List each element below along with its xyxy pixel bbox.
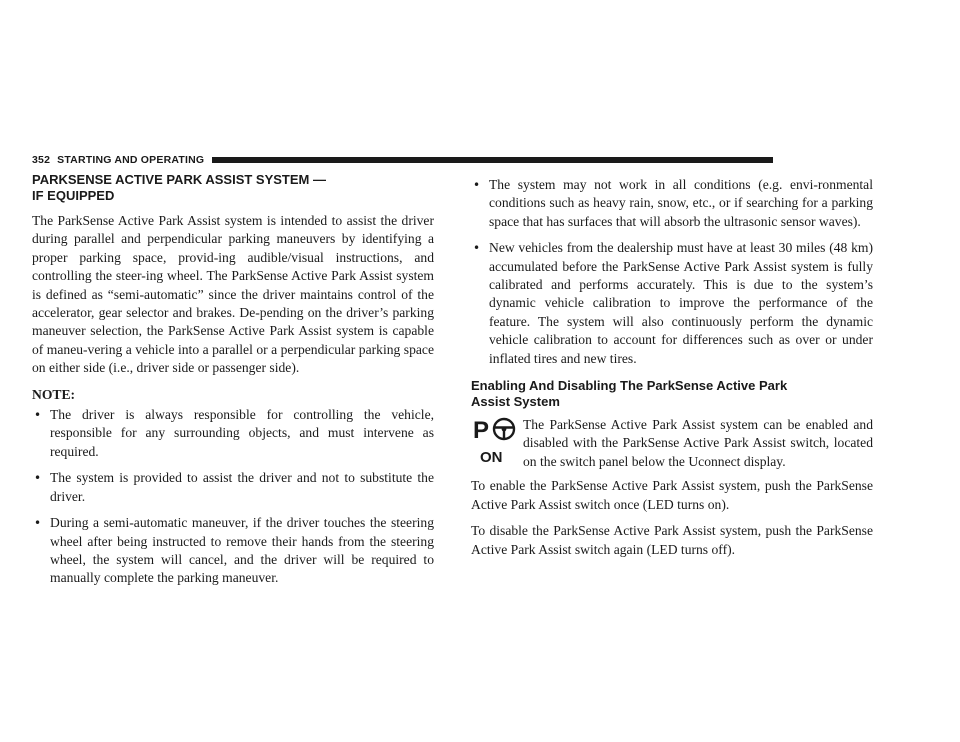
right-column [471, 176, 873, 567]
section-title: STARTING AND OPERATING [57, 154, 205, 166]
caution-bullet-list [471, 176, 873, 368]
enable-instructions: To enable the ParkSense Active Park Assist system, push the ParkSense Active Park Assist switch once (LED turns on). [471, 478, 873, 512]
intro-paragraph: The ParkSense Active Park Assist system is intended to assist the driver during parallel and perpendicular parking maneuvers by identifying a proper parking space, provid-ing audible/visual instructions, and controlling the steer-ing wheel. The ParkSense Active Park Assist system is defined as “semi-automatic” since the driver maintains control of the accelerator, gear selector and brakes. De-pending on the driver’s parking maneuver selection, the ParkSense Active Park Assist system is capable of maneu-vering a vehicle into a parallel or a perpendicular parking space on either side (i.e., driver side or passenger side). [32, 213, 434, 376]
left-column [32, 172, 434, 596]
note-bullet: • The system is provided to assist the driver and not to substitute the driver. [32, 469, 434, 506]
page-number: 352 [32, 154, 51, 166]
subsection-heading-line1: Enabling And Disabling The ParkSense Active Park [471, 378, 788, 394]
switch-description-text: The ParkSense Active Park Assist system can be enabled and disabled with the ParkSense Active Park Assist switch, located on the switch panel below the Uconnect display. [523, 417, 873, 469]
header-rule [212, 157, 773, 163]
park-assist-icon [471, 416, 521, 466]
section-heading-line2: IF EQUIPPED [32, 188, 115, 203]
switch-description-text-wrap [523, 416, 873, 471]
disable-instructions: To disable the ParkSense Active Park Assist system, push the ParkSense Active Park Assist switch again (LED turns off). [471, 523, 873, 557]
park-assist-letter: P [473, 417, 490, 445]
park-assist-on-label: ON [480, 449, 503, 467]
note-bullet-list [32, 406, 434, 588]
page-header [32, 153, 773, 167]
note-bullet: • During a semi-automatic maneuver, if the driver touches the steering wheel after being instructed to remove their hands from the steering wheel, the system will cancel, and the driver will be required to manually complete the parking maneuver. [32, 514, 434, 588]
caution-bullet: • The system may not work in all conditions (e.g. envi-ronmental conditions such as heavy rain, snow, etc., or if searching for a parking space that has surfaces that will absorb the ultrasonic sensor waves). [471, 176, 873, 231]
note-bullet: • The driver is always responsible for controlling the vehicle, responsible for any surrounding objects, and must intervene as required. [32, 406, 434, 461]
note-label: NOTE: [32, 386, 76, 402]
section-heading [32, 172, 434, 204]
subsection-heading-line2: Assist System [471, 394, 560, 410]
subsection-heading [471, 378, 873, 410]
caution-bullet: • New vehicles from the dealership must have at least 30 miles (48 km) accumulated before the ParkSense Active Park Assist system is fully calibrated and performs accurately. This is due to the system’s dynamic vehicle calibration to improve the performance of the feature. The system will also continuously perform the dynamic vehicle calibration to account for differences such as over or under inflated tires and new tires. [471, 239, 873, 368]
section-heading-line1: PARKSENSE ACTIVE PARK ASSIST SYSTEM — [32, 172, 326, 187]
switch-description [471, 416, 873, 471]
